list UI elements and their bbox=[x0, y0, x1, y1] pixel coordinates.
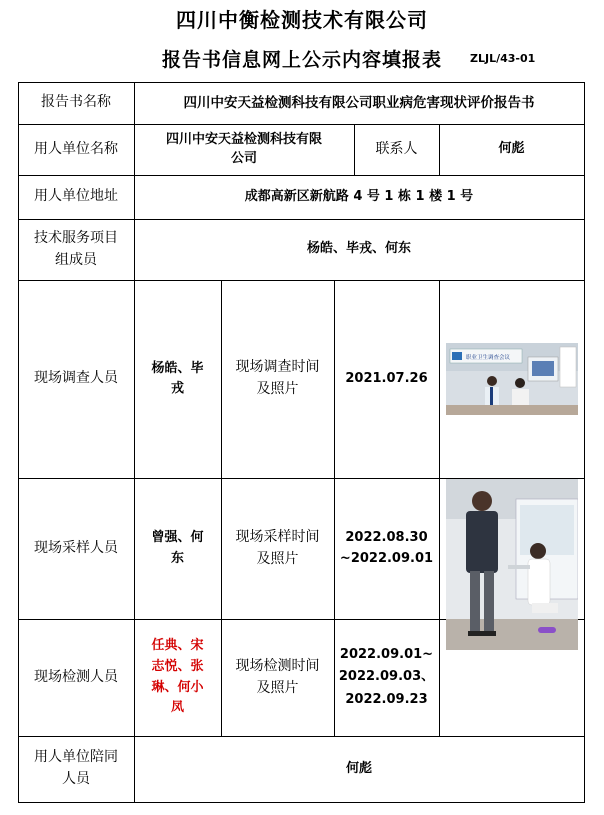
team-label-line2: 组成员 bbox=[55, 251, 97, 268]
sampling-time-label bbox=[221, 478, 334, 619]
sampling-staff-line1: 曾强、何 bbox=[151, 530, 204, 546]
escort-value: 何彪 bbox=[345, 760, 372, 776]
testing-staff-line4: 凤 bbox=[170, 700, 184, 716]
employer-label: 用人单位名称 bbox=[34, 140, 118, 157]
survey-staff-line1: 杨皓、毕 bbox=[151, 360, 204, 376]
sampling-time-label-line1: 现场采样时间 bbox=[235, 528, 320, 545]
sampling-label: 现场采样人员 bbox=[34, 539, 118, 556]
team-label bbox=[18, 219, 134, 280]
team-label-line1: 技术服务项目 bbox=[34, 229, 118, 246]
testing-staff-line2: 志悦、张 bbox=[151, 658, 204, 674]
testing-date bbox=[334, 619, 439, 736]
testing-time-label bbox=[221, 619, 334, 736]
testing-label: 现场检测人员 bbox=[34, 668, 118, 685]
testing-staff-line1: 任典、宋 bbox=[151, 637, 204, 653]
contact-value: 何彪 bbox=[498, 141, 525, 157]
sampling-time-label-line2: 及照片 bbox=[256, 550, 299, 567]
survey-time-label-line1: 现场调查时间 bbox=[235, 359, 320, 376]
survey-staff-line2: 戎 bbox=[170, 381, 184, 396]
testing-time-label-line1: 现场检测时间 bbox=[235, 657, 320, 674]
testing-time-label-line2: 及照片 bbox=[256, 679, 299, 696]
survey-photo bbox=[446, 343, 578, 415]
testing-date-line3: 2022.09.23 bbox=[345, 691, 428, 707]
team-value: 杨皓、毕戎、何东 bbox=[306, 241, 411, 257]
report-name-value: 四川中安天益检测科技有限公司职业病危害现状评价报告书 bbox=[183, 94, 535, 111]
form-title: 报告书信息网上公示内容填报表 bbox=[161, 49, 442, 71]
sampling-date bbox=[334, 478, 439, 619]
employer-value bbox=[134, 124, 354, 175]
survey-staff bbox=[134, 280, 221, 478]
form-code: ZLJL/43-01 bbox=[470, 52, 536, 65]
sampling-staff bbox=[134, 478, 221, 619]
testing-staff-line3: 琳、何小 bbox=[151, 679, 204, 695]
testing-date-line2: 2022.09.03、 bbox=[338, 669, 435, 685]
escort-label-line1: 用人单位陪同 bbox=[34, 749, 118, 766]
sampling-date-line2: ~2022.09.01 bbox=[339, 550, 434, 566]
company-title: 四川中衡检测技术有限公司 bbox=[176, 8, 428, 32]
survey-date: 2021.07.26 bbox=[345, 370, 428, 386]
escort-label-line2: 人员 bbox=[62, 771, 90, 787]
employer-value-line1: 四川中安天益检测科技有限 bbox=[165, 131, 322, 147]
survey-label: 现场调查人员 bbox=[34, 370, 118, 387]
sampling-staff-line2: 东 bbox=[170, 550, 184, 566]
sampling-date-line1: 2022.08.30 bbox=[345, 530, 428, 546]
survey-time-label bbox=[221, 280, 334, 478]
testing-staff bbox=[134, 619, 221, 736]
contact-label: 联系人 bbox=[375, 140, 418, 157]
sampling-photo bbox=[446, 479, 578, 650]
address-label: 用人单位地址 bbox=[34, 188, 118, 205]
testing-date-line1: 2022.09.01~ bbox=[339, 647, 434, 663]
escort-label bbox=[18, 736, 134, 802]
survey-photo-banner: 职业卫生调查会议 bbox=[466, 355, 511, 361]
employer-value-line2: 公司 bbox=[230, 150, 257, 166]
report-name-label: 报告书名称 bbox=[41, 94, 111, 111]
survey-time-label-line2: 及照片 bbox=[256, 381, 299, 397]
address-value: 成都高新区新航路 4 号 1 栋 1 楼 1 号 bbox=[244, 188, 474, 204]
